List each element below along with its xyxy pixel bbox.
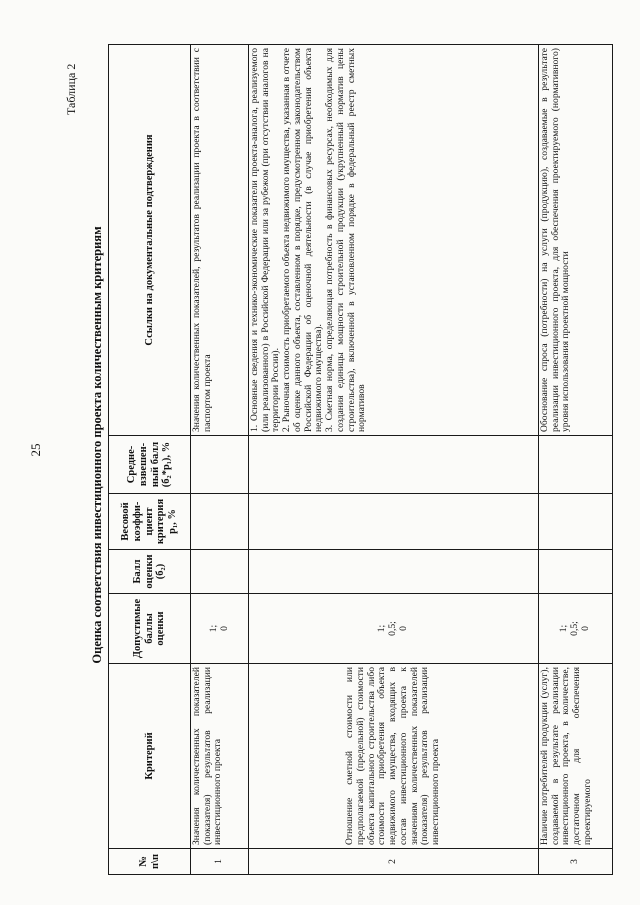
reference-item: 1. Основные сведения и технико-экономические показатели проекта-аналога, реализуемого (или реализованного) в Российской Федерации или за рубежом (при отсутствии аналогов на территории России). [249, 48, 282, 432]
row-criterion: Отношение сметной стоимости или предполагаемой (предельной) стоимости объекта капитального строительства либо стоимости приобретения объекта недвижимого имущества, входящих в состав инвестиционного проекта к значениям количественных показателей (показателя) результатов реализации инвестиционного проекта [249, 664, 539, 849]
table-row [539, 45, 613, 875]
row-number: 1 [191, 849, 249, 875]
row-criterion: Наличие потребителей продукции (услуг), создаваемой в результате реализации инвестиционного проекта, в количестве, достаточном для обеспечения проектируемого [539, 664, 613, 849]
row-weight [539, 494, 613, 550]
row-number: 2 [249, 849, 539, 875]
table-label: Таблица 2 [64, 63, 78, 115]
header-weighted-score: Средне-взвешен-ный балл (б₂*p₁), % [109, 436, 191, 494]
row-allowed-scores: 1; 0,5; 0 [539, 594, 613, 664]
table-row [249, 45, 539, 875]
row-weighted-score [539, 436, 613, 494]
row-references [539, 45, 613, 436]
header-score: Балл оценки (б₂) [109, 550, 191, 594]
header-references: Ссылки на документальные подтверждения [109, 45, 191, 436]
row-score [191, 550, 249, 594]
page-number: 25 [28, 443, 43, 457]
header-allowed-scores: Допустимые баллы оценки [109, 594, 191, 664]
header-criterion: Критерий [109, 664, 191, 849]
row-weighted-score [191, 436, 249, 494]
table-header-row [109, 45, 191, 875]
reference-item: 2. Рыночная стоимость приобретаемого объекта недвижимого имущества, указанная в отчете об оценке данного объекта, составленном в порядке, предусмотренном законодательством Российской Федерации об оценочной деятельности (в случае приобретения объекта недвижимого имущества). [281, 48, 325, 432]
table-row [191, 45, 249, 875]
reference-item: Значения количественных показателей, результатов реализации проекта в соответствии с паспортом проекта [191, 48, 213, 432]
row-references [249, 45, 539, 436]
row-references [191, 45, 249, 436]
criteria-table [108, 44, 613, 875]
row-allowed-scores: 1; 0,5; 0 [249, 594, 539, 664]
row-allowed-scores: 1; 0 [191, 594, 249, 664]
row-weight [191, 494, 249, 550]
header-weight: Весовой коэффи-циент критерия p₁, % [109, 494, 191, 550]
row-score [539, 550, 613, 594]
row-weighted-score [249, 436, 539, 494]
row-number: 3 [539, 849, 613, 875]
row-weight [249, 494, 539, 550]
row-criterion: Значения количественных показателей (показателя) результатов реализации инвестиционного проекта [191, 664, 249, 849]
header-number: № п\п [109, 849, 191, 875]
row-score [249, 550, 539, 594]
reference-item: Обоснование спроса (потребности) на услуги (продукцию), создаваемые в результате реализации инвестиционного проекта, для обеспечения проектируемого (нормативного) уровня использования проектной мощности [539, 48, 572, 432]
reference-item: 3. Сметная норма, определяющая потребность в финансовых ресурсах, необходимых для создания единицы мощности строительной продукции (укрупненный норматив цены строительства), включенной в установленном порядке в федеральный реестр сметных нормативов [324, 48, 368, 432]
table-title: Оценка соответствия инвестиционного проекта количественным критериям [90, 226, 104, 664]
